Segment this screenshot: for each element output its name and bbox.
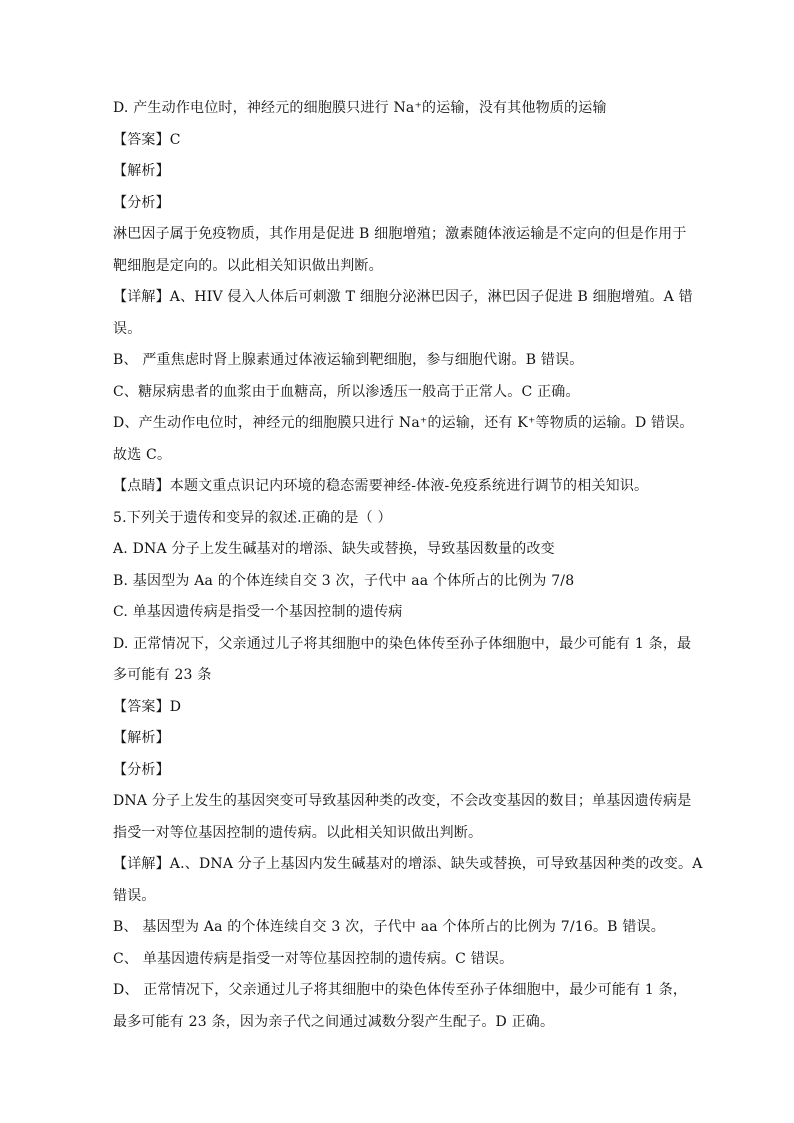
detail-line: 误。 [113,320,142,337]
option-d-line: D. 产生动作电位时，神经元的细胞膜只进行 Na⁺的运输，没有其他物质的运输 [113,100,607,116]
detail-line: 【详解】A.、DNA 分子上基因内发生碱基对的增添、缺失或替换，可导致基因种类的改变。A [113,856,703,872]
question-5-stem: 5.下列关于遗传和变异的叙述.正确的是（ ） [113,509,392,526]
detail-line: B、 基因型为 Aa 的个体连续自交 3 次，子代中 aa 个体所占的比例为 7/16。B 错误。 [113,919,665,935]
option-d-line: D. 正常情况下，父亲通过儿子将其细胞中的染色体传至孙子体细胞中，最少可能有 1 条，最 [113,635,692,652]
key-point-line: 【点睛】本题文重点识记内环境的稳态需要神经-体液-免疫系统进行调节的相关知识。 [113,478,649,494]
fenxi-text-line: DNA 分子上发生的基因突变可导致基因种类的改变，不会改变基因的数目；单基因遗传病是 [113,793,692,809]
detail-line: 【详解】A、HIV 侵入人体后可刺激 T 细胞分泌淋巴因子，淋巴因子促进 B 细胞增殖。A 错 [113,289,693,305]
document-body [113,100,703,1045]
answer-line: 【答案】D [113,698,182,715]
conclusion-line: 故选 C。 [113,446,172,463]
detail-line: C、 单基因遗传病是指受一对等位基因控制的遗传病。C 错误。 [113,950,514,967]
fenxi-text-line: 靶细胞是定向的。以此相关知识做出判断。 [113,257,383,274]
detail-line: 错误。 [113,887,156,904]
fenxi-text-line: 指受一对等位基因控制的遗传病。以此相关知识做出判断。 [113,824,483,841]
fenxi-heading: 【分析】 [113,761,170,778]
detail-line: D、 正常情况下，父亲通过儿子将其细胞中的染色体传至孙子体细胞中，最少可能有 1 条， [113,982,688,998]
detail-line: 最多可能有 23 条，因为亲子代之间通过减数分裂产生配子。D 正确。 [113,1013,555,1030]
detail-line: C、糖尿病患者的血浆由于血糖高，所以渗透压一般高于正常人。C 正确。 [113,383,580,400]
option-b-line: B. 基因型为 Aa 的个体连续自交 3 次，子代中 aa 个体所占的比例为 7/8 [113,572,575,589]
option-a-line: A. DNA 分子上发生碱基对的增添、缺失或替换，导致基因数量的改变 [113,541,555,557]
answer-line: 【答案】C [113,131,181,148]
option-d-line: 多可能有 23 条 [113,667,212,683]
analysis-heading: 【解析】 [113,163,170,179]
fenxi-heading: 【分析】 [113,194,170,211]
analysis-heading: 【解析】 [113,730,170,746]
detail-line: B、 严重焦虑时肾上腺素通过体液运输到靶细胞，参与细胞代谢。B 错误。 [113,352,584,368]
fenxi-text-line: 淋巴因子属于免疫物质，其作用是促进 B 细胞增殖；激素随体液运输是不定向的但是作用于 [113,226,687,242]
option-c-line: C. 单基因遗传病是指受一个基因控制的遗传病 [113,604,403,620]
detail-line: D、产生动作电位时，神经元的细胞膜只进行 Na⁺的运输，还有 K⁺等物质的运输。D 错误。 [113,415,694,431]
